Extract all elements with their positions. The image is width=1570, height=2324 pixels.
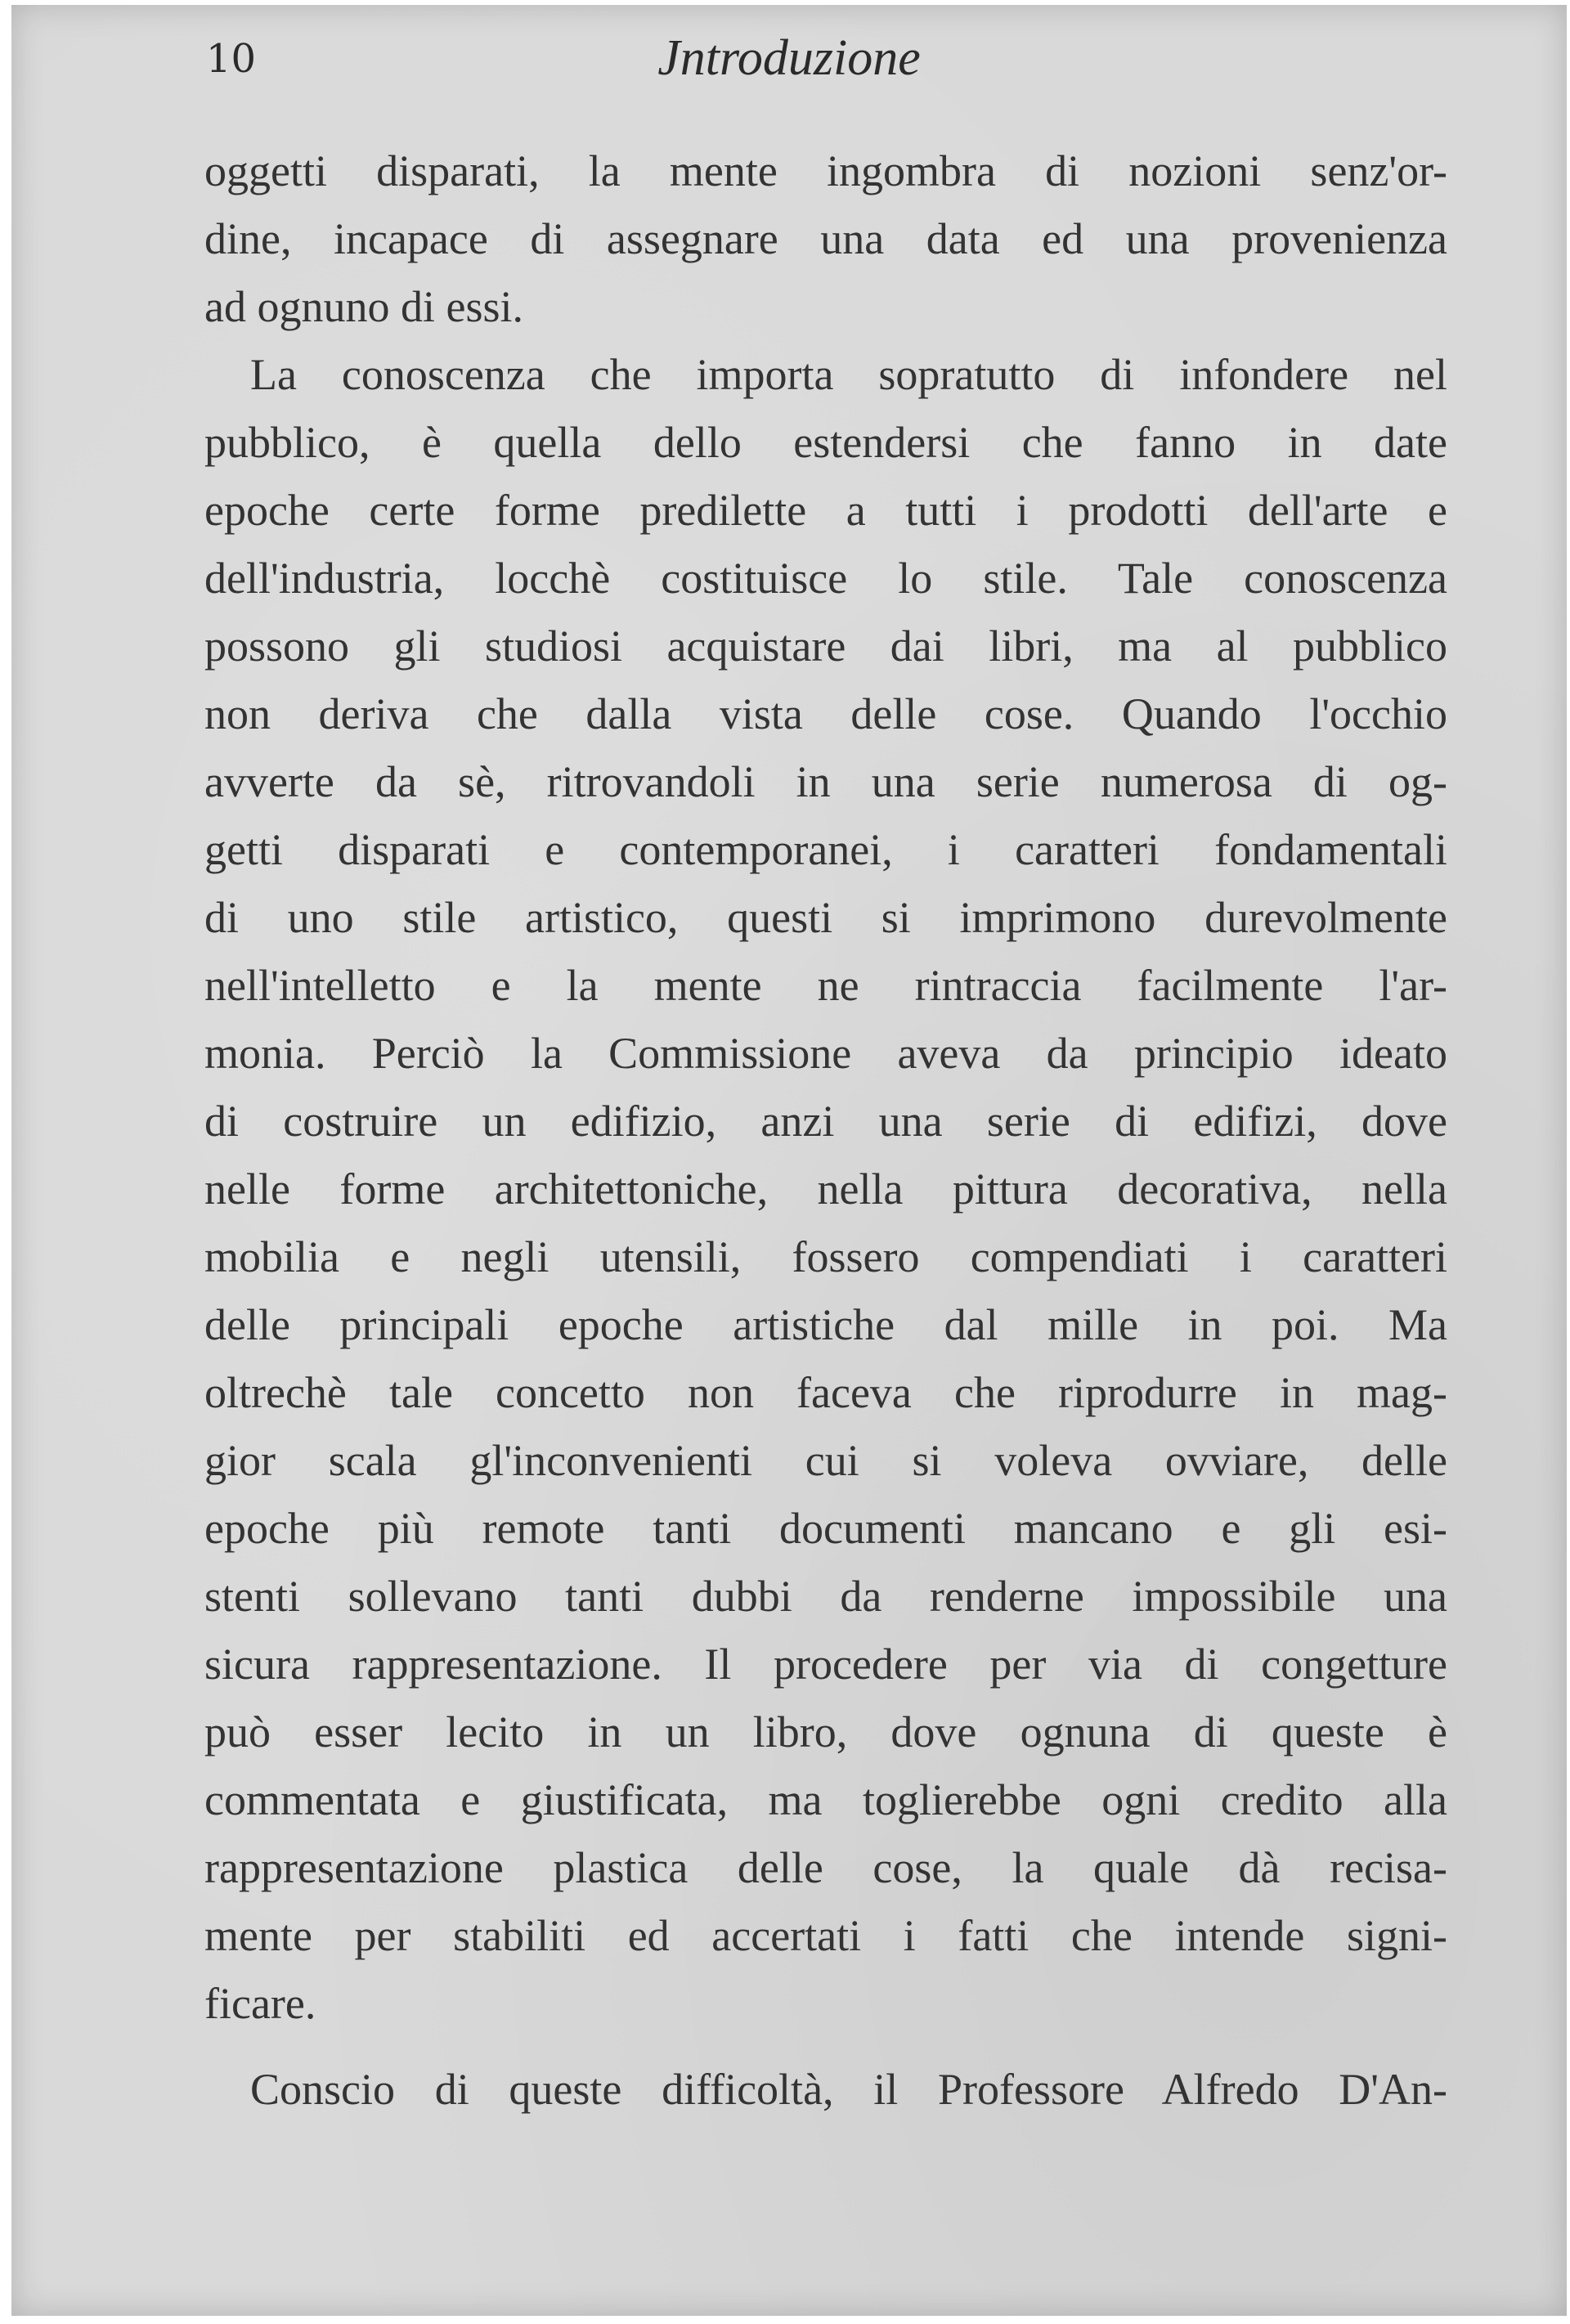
running-title: Jntroduzione xyxy=(657,30,921,86)
text-line: nelle forme architettoniche, nella pittura decorativa, nella xyxy=(204,1164,1447,1214)
text-line: ficare. xyxy=(204,1979,316,2028)
text-line: getti disparati e contemporanei, i caratteri fondamentali xyxy=(204,825,1447,874)
text-line: può esser lecito in un libro, dove ognuna di queste è xyxy=(204,1707,1447,1756)
text-line: La conoscenza che importa sopratutto di infondere nel xyxy=(250,350,1447,399)
text-line: stenti sollevano tanti dubbi da renderne impossibile una xyxy=(204,1572,1447,1621)
text-line: epoche più remote tanti documenti mancano e gli esi- xyxy=(204,1504,1447,1553)
text-line: ad ognuno di essi. xyxy=(204,282,523,331)
text-line: commentata e giustificata, ma toglierebbe ogni credito alla xyxy=(204,1775,1447,1824)
text-line: monia. Perciò la Commissione aveva da principio ideato xyxy=(204,1029,1447,1078)
text-line: possono gli studiosi acquistare dai libri, ma al pubblico xyxy=(204,621,1447,671)
text-line: nell'intelletto e la mente ne rintraccia facilmente l'ar- xyxy=(204,961,1447,1010)
text-line: oggetti disparati, la mente ingombra di nozioni senz'or- xyxy=(204,146,1447,195)
book-page xyxy=(11,5,1567,2316)
page-number: 10 xyxy=(206,36,257,82)
text-line: mente per stabiliti ed accertati i fatti che intende signi- xyxy=(204,1911,1447,1960)
text-line: dine, incapace di assegnare una data ed una provenienza xyxy=(204,214,1447,263)
text-line: delle principali epoche artistiche dal mille in poi. Ma xyxy=(204,1300,1447,1349)
text-line: avverte da sè, ritrovandoli in una serie numerosa di og- xyxy=(204,757,1447,806)
text-line: rappresentazione plastica delle cose, la quale dà recisa- xyxy=(204,1843,1447,1892)
body-text xyxy=(204,137,1447,2124)
text-line: di uno stile artistico, questi si imprimono durevolmente xyxy=(204,893,1447,942)
text-line: epoche certe forme predilette a tutti i prodotti dell'arte e xyxy=(204,486,1447,535)
text-line: pubblico, è quella dello estendersi che fanno in date xyxy=(204,418,1447,467)
text-line: di costruire un edifizio, anzi una serie di edifizi, dove xyxy=(204,1097,1447,1146)
text-line: sicura rappresentazione. Il procedere per via di congetture xyxy=(204,1640,1447,1689)
text-line: Conscio di queste difficoltà, il Professore Alfredo D'An- xyxy=(250,2065,1447,2114)
text-line: dell'industria, locchè costituisce lo stile. Tale conoscenza xyxy=(204,554,1447,603)
text-line: gior scala gl'inconvenienti cui si voleva ovviare, delle xyxy=(204,1436,1447,1485)
text-line: non deriva che dalla vista delle cose. Quando l'occhio xyxy=(204,689,1447,738)
text-line: mobilia e negli utensili, fossero compendiati i caratteri xyxy=(204,1232,1447,1281)
text-line: oltrechè tale concetto non faceva che riprodurre in mag- xyxy=(204,1368,1447,1417)
